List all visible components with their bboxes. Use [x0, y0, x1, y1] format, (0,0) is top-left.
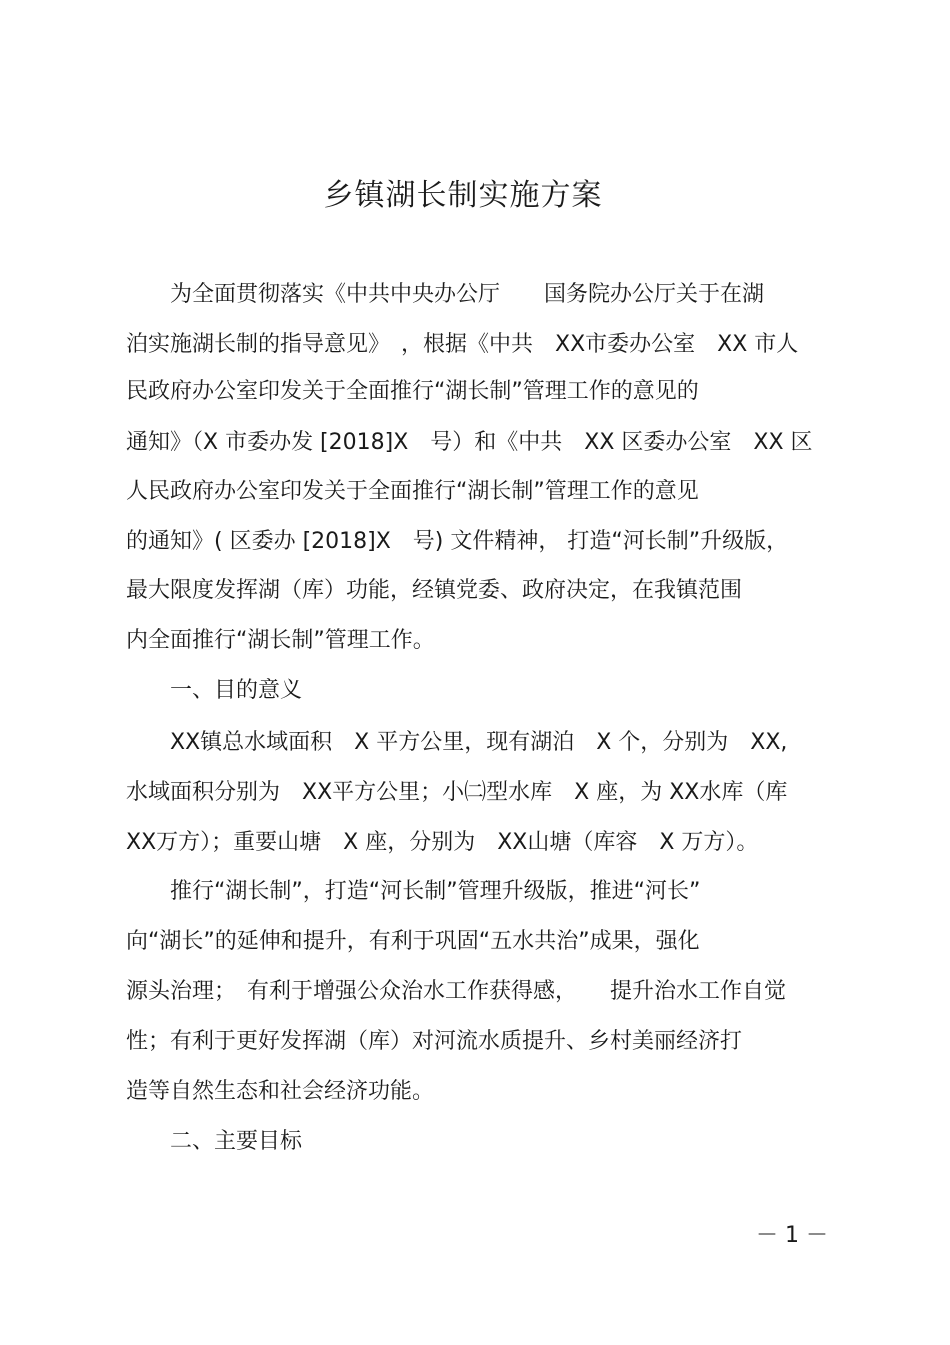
page-number: － 1 － — [756, 1223, 828, 1248]
body-line: 最大限度发挥湖（库）功能，经镇党委、政府决定，在我镇范围 — [126, 578, 743, 603]
section-heading: 二、主要目标 — [126, 1129, 303, 1154]
body-line: 源头治理； 有利于增强公众治水工作获得感， 提升治水工作自觉 — [126, 979, 787, 1004]
body-line: 人民政府办公室印发关于全面推行“湖长制”管理工作的意见 — [126, 479, 699, 504]
body-line: 为全面贯彻落实《中共中央办公厅 国务院办公厅关于在湖 — [126, 282, 765, 307]
body-line: 泊实施湖长制的指导意见》 ，根据《中共 XX市委办公室 XX 市人 — [126, 332, 799, 357]
body-line: 内全面推行“湖长制”管理工作。 — [126, 628, 435, 653]
body-line: XX万方）；重要山塘 X 座，分别为 XX山塘（库容 X 万方）。 — [126, 830, 759, 855]
body-line: 的通知》( 区委办 [2018]X 号) 文件精神， 打造“河长制”升级版， — [126, 529, 789, 554]
body-line: 造等自然生态和社会经济功能。 — [126, 1079, 435, 1104]
body-line: 向“湖长”的延伸和提升，有利于巩固“五水共治”成果，强化 — [126, 929, 700, 954]
body-line: 性；有利于更好发挥湖（库）对河流水质提升、乡村美丽经济打 — [126, 1029, 743, 1054]
body-line: 水域面积分别为 XX平方公里；小㈡型水库 X 座，为 XX水库（库 — [126, 780, 788, 805]
section-heading: 一、目的意义 — [126, 678, 303, 703]
body-line: XX镇总水域面积 X 平方公里，现有湖泊 X 个，分别为 XX, — [126, 730, 788, 755]
body-line: 通知》（X 市委办发 [2018]X 号）和《中共 XX 区委办公室 XX 区 — [126, 430, 813, 455]
body-line: 民政府办公室印发关于全面推行“湖长制”管理工作的意见的 — [126, 379, 699, 404]
body-line: 推行“湖长制”，打造“河长制”管理升级版，推进“河长” — [126, 879, 701, 904]
document-title: 乡镇湖长制实施方案 — [323, 178, 603, 213]
